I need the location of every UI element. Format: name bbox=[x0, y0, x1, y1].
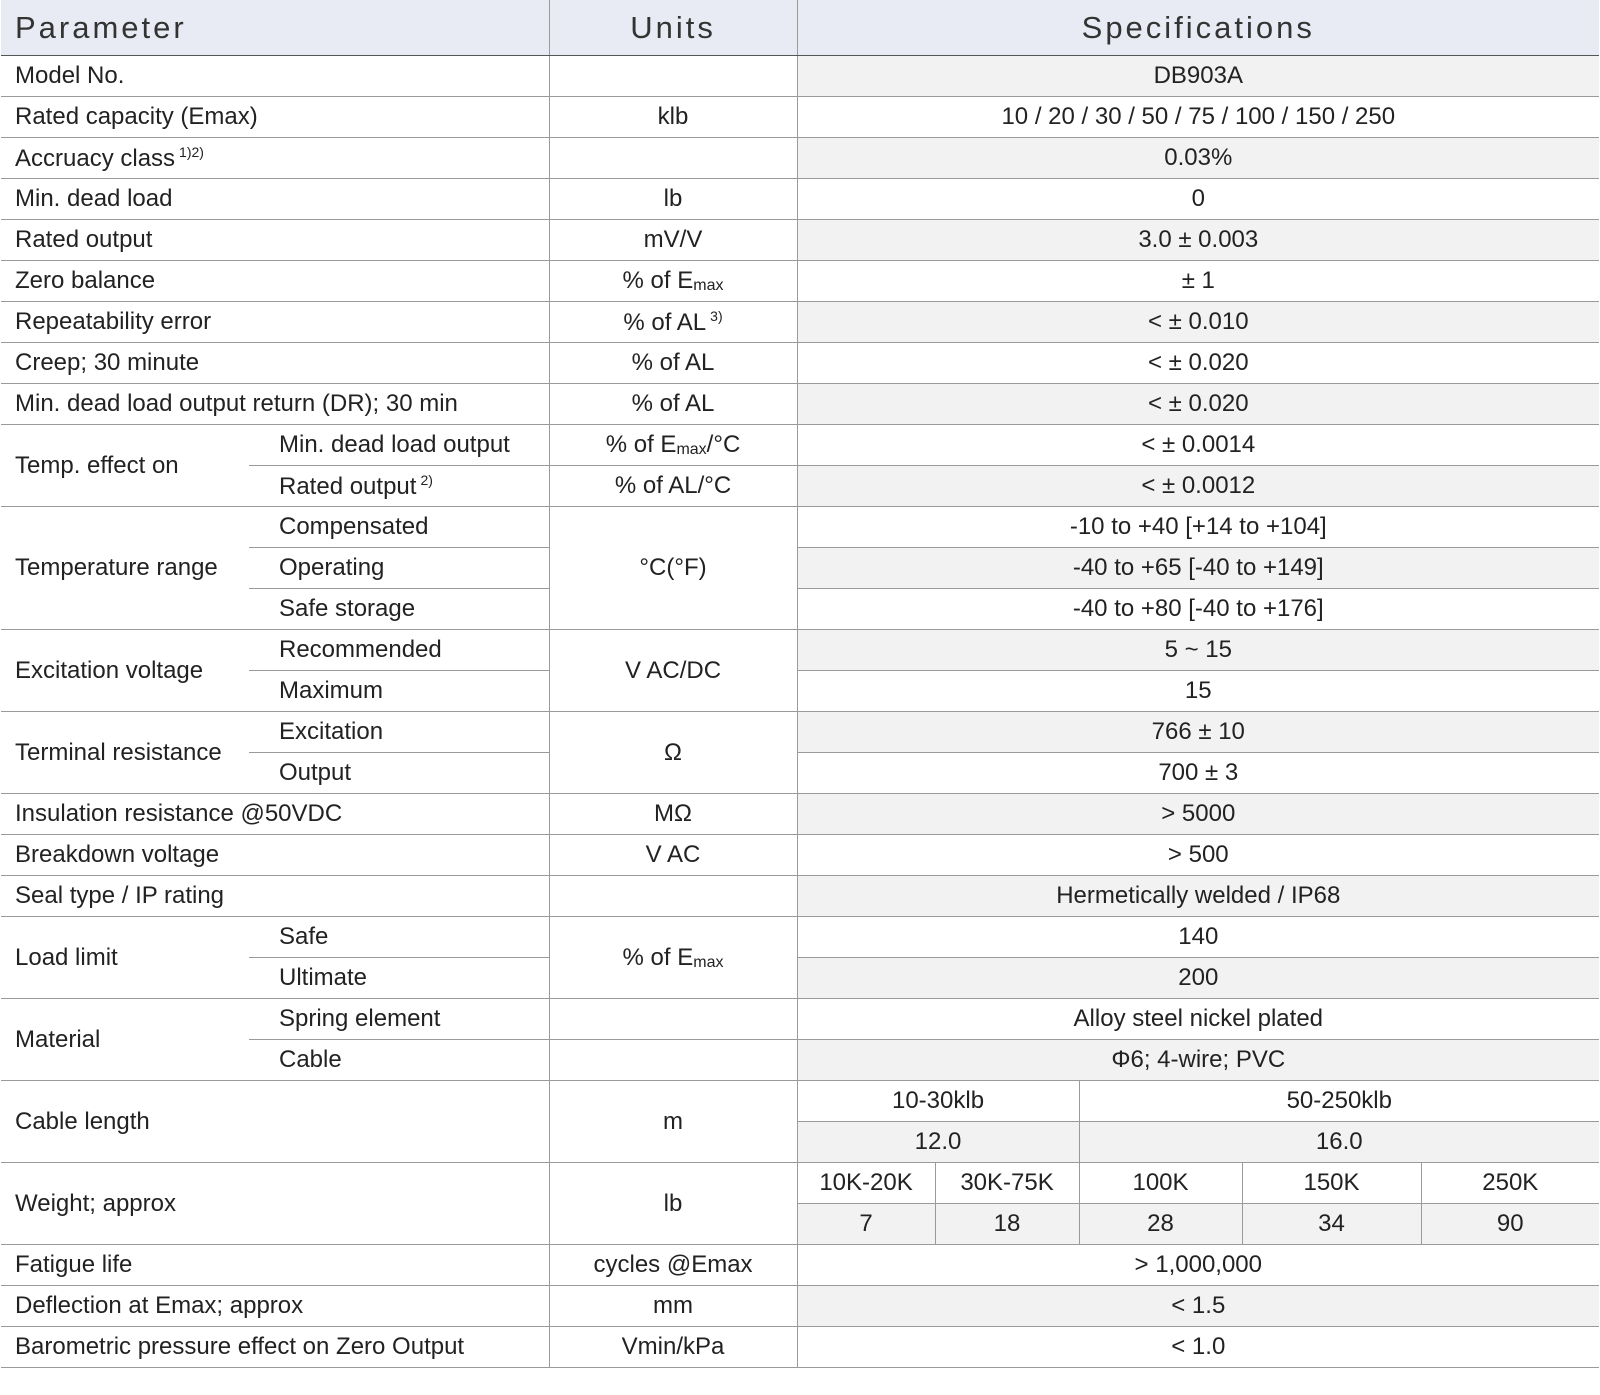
row-cable-length-1 bbox=[1, 1081, 1599, 1122]
spec-cell: 90 bbox=[1421, 1204, 1599, 1245]
header-units: Units bbox=[549, 0, 797, 56]
sub-param-cell: Operating bbox=[249, 548, 549, 589]
spec-cell: 12.0 bbox=[797, 1122, 1079, 1163]
spec-cell: 5 ~ 15 bbox=[797, 630, 1599, 671]
param-cell: Rated output bbox=[1, 220, 549, 261]
spec-cell: < 1.5 bbox=[797, 1286, 1599, 1327]
group-header-cell: 10K-20K bbox=[797, 1163, 935, 1204]
sub-param-label: Rated output bbox=[279, 472, 417, 500]
header-row bbox=[1, 0, 1599, 56]
row-insulation bbox=[1, 794, 1599, 835]
row-material-1 bbox=[1, 999, 1599, 1040]
unit-cell: % of AL bbox=[549, 343, 797, 384]
row-rated-capacity bbox=[1, 97, 1599, 138]
unit-cell: Ω bbox=[549, 712, 797, 794]
spec-cell: > 5000 bbox=[797, 794, 1599, 835]
unit-subscript: max bbox=[693, 277, 724, 294]
param-cell: Insulation resistance @50VDC bbox=[1, 794, 549, 835]
param-group-cell: Material bbox=[1, 999, 249, 1081]
row-accuracy-class bbox=[1, 138, 1599, 179]
param-cell: Zero balance bbox=[1, 261, 549, 302]
spec-cell: DB903A bbox=[797, 56, 1599, 97]
row-terminal-1 bbox=[1, 712, 1599, 753]
unit-cell bbox=[549, 999, 797, 1040]
unit-cell: % of AL bbox=[549, 384, 797, 425]
spec-cell: 0 bbox=[797, 179, 1599, 220]
unit-cell: klb bbox=[549, 97, 797, 138]
sub-param-cell: Excitation bbox=[249, 712, 549, 753]
spec-cell: > 500 bbox=[797, 835, 1599, 876]
row-fatigue bbox=[1, 1245, 1599, 1286]
footnote-ref: 1)2) bbox=[179, 143, 204, 160]
unit-text: % of AL bbox=[623, 308, 707, 336]
spec-cell: < ± 0.0012 bbox=[797, 466, 1599, 507]
unit-cell: m bbox=[549, 1081, 797, 1163]
row-temp-range-1 bbox=[1, 507, 1599, 548]
unit-cell: V AC/DC bbox=[549, 630, 797, 712]
footnote-ref: 3) bbox=[710, 307, 723, 324]
spec-cell: 3.0 ± 0.003 bbox=[797, 220, 1599, 261]
sub-param-cell: Cable bbox=[249, 1040, 549, 1081]
spec-cell: -10 to +40 [+14 to +104] bbox=[797, 507, 1599, 548]
unit-suffix: /°C bbox=[706, 431, 741, 458]
param-group-cell: Excitation voltage bbox=[1, 630, 249, 712]
footnote-ref: 2) bbox=[420, 471, 433, 488]
row-excitation-1 bbox=[1, 630, 1599, 671]
group-header-cell: 50-250klb bbox=[1079, 1081, 1599, 1122]
unit-text: % of E bbox=[605, 431, 677, 458]
spec-cell: 16.0 bbox=[1079, 1122, 1599, 1163]
unit-cell: °C(°F) bbox=[549, 507, 797, 630]
param-cell: Weight; approx bbox=[1, 1163, 549, 1245]
spec-cell: 7 bbox=[797, 1204, 935, 1245]
param-cell: Fatigue life bbox=[1, 1245, 549, 1286]
row-load-limit-1 bbox=[1, 917, 1599, 958]
group-header-cell: 100K bbox=[1079, 1163, 1242, 1204]
row-creep bbox=[1, 343, 1599, 384]
spec-cell: Alloy steel nickel plated bbox=[797, 999, 1599, 1040]
row-repeatability bbox=[1, 302, 1599, 343]
param-cell: Deflection at Emax; approx bbox=[1, 1286, 549, 1327]
unit-cell: lb bbox=[549, 179, 797, 220]
spec-cell: 18 bbox=[935, 1204, 1079, 1245]
unit-cell: mV/V bbox=[549, 220, 797, 261]
unit-cell bbox=[549, 302, 797, 343]
unit-cell: V AC bbox=[549, 835, 797, 876]
param-cell: Model No. bbox=[1, 56, 549, 97]
param-cell: Creep; 30 minute bbox=[1, 343, 549, 384]
param-cell: Min. dead load bbox=[1, 179, 549, 220]
spec-cell: < ± 0.020 bbox=[797, 343, 1599, 384]
sub-param-cell: Compensated bbox=[249, 507, 549, 548]
spec-cell: < ± 0.0014 bbox=[797, 425, 1599, 466]
row-barometric bbox=[1, 1327, 1599, 1368]
unit-cell: Vmin/kPa bbox=[549, 1327, 797, 1368]
unit-cell bbox=[549, 56, 797, 97]
param-cell bbox=[1, 138, 549, 179]
unit-cell bbox=[549, 425, 797, 466]
param-cell: Barometric pressure effect on Zero Output bbox=[1, 1327, 549, 1368]
row-deflection bbox=[1, 1286, 1599, 1327]
unit-cell bbox=[549, 917, 797, 999]
row-zero-balance bbox=[1, 261, 1599, 302]
spec-cell: -40 to +80 [-40 to +176] bbox=[797, 589, 1599, 630]
param-group-cell: Temperature range bbox=[1, 507, 249, 630]
sub-param-cell: Safe bbox=[249, 917, 549, 958]
param-group-cell: Load limit bbox=[1, 917, 249, 999]
spec-cell: 140 bbox=[797, 917, 1599, 958]
sub-param-cell: Spring element bbox=[249, 999, 549, 1040]
group-header-cell: 10-30klb bbox=[797, 1081, 1079, 1122]
param-cell: Cable length bbox=[1, 1081, 549, 1163]
unit-text: % of E bbox=[622, 267, 694, 294]
row-rated-output bbox=[1, 220, 1599, 261]
unit-cell: lb bbox=[549, 1163, 797, 1245]
sub-param-cell: Ultimate bbox=[249, 958, 549, 999]
unit-cell bbox=[549, 876, 797, 917]
row-temp-effect-1 bbox=[1, 425, 1599, 466]
unit-subscript: max bbox=[676, 441, 707, 458]
unit-text: % of E bbox=[622, 943, 694, 971]
unit-cell: cycles @Emax bbox=[549, 1245, 797, 1286]
sub-param-cell: Recommended bbox=[249, 630, 549, 671]
param-cell: Min. dead load output return (DR); 30 min bbox=[1, 384, 549, 425]
sub-param-cell: Min. dead load output bbox=[249, 425, 549, 466]
header-parameter: Parameter bbox=[1, 0, 549, 56]
spec-cell: 28 bbox=[1079, 1204, 1242, 1245]
unit-cell bbox=[549, 138, 797, 179]
group-header-cell: 150K bbox=[1242, 1163, 1421, 1204]
spec-cell: 766 ± 10 bbox=[797, 712, 1599, 753]
spec-cell: ± 1 bbox=[797, 261, 1599, 302]
spec-cell: Φ6; 4-wire; PVC bbox=[797, 1040, 1599, 1081]
unit-subscript: max bbox=[693, 953, 724, 971]
unit-cell: mm bbox=[549, 1286, 797, 1327]
row-weight-1 bbox=[1, 1163, 1599, 1204]
group-header-cell: 30K-75K bbox=[935, 1163, 1079, 1204]
param-group-cell: Temp. effect on bbox=[1, 425, 249, 507]
spec-cell: 0.03% bbox=[797, 138, 1599, 179]
row-model-no bbox=[1, 56, 1599, 97]
spec-cell: > 1,000,000 bbox=[797, 1245, 1599, 1286]
row-breakdown bbox=[1, 835, 1599, 876]
group-header-cell: 250K bbox=[1421, 1163, 1599, 1204]
sub-param-cell: Output bbox=[249, 753, 549, 794]
sub-param-cell bbox=[249, 466, 549, 507]
spec-cell: Hermetically welded / IP68 bbox=[797, 876, 1599, 917]
spec-cell: 34 bbox=[1242, 1204, 1421, 1245]
spec-cell: < ± 0.010 bbox=[797, 302, 1599, 343]
spec-cell: < ± 0.020 bbox=[797, 384, 1599, 425]
sub-param-cell: Safe storage bbox=[249, 589, 549, 630]
row-min-dead-load bbox=[1, 179, 1599, 220]
unit-cell: % of AL/°C bbox=[549, 466, 797, 507]
spec-cell: -40 to +65 [-40 to +149] bbox=[797, 548, 1599, 589]
specification-table bbox=[1, 0, 1599, 1368]
sub-param-cell: Maximum bbox=[249, 671, 549, 712]
header-specifications: Specifications bbox=[797, 0, 1599, 56]
param-group-cell: Terminal resistance bbox=[1, 712, 249, 794]
param-cell: Seal type / IP rating bbox=[1, 876, 549, 917]
spec-cell: < 1.0 bbox=[797, 1327, 1599, 1368]
unit-cell: MΩ bbox=[549, 794, 797, 835]
spec-cell: 200 bbox=[797, 958, 1599, 999]
spec-cell: 700 ± 3 bbox=[797, 753, 1599, 794]
spec-cell: 10 / 20 / 30 / 50 / 75 / 100 / 150 / 250 bbox=[797, 97, 1599, 138]
unit-cell bbox=[549, 1040, 797, 1081]
row-seal bbox=[1, 876, 1599, 917]
param-label: Accruacy class bbox=[15, 144, 176, 172]
unit-cell bbox=[549, 261, 797, 302]
row-dead-load-return bbox=[1, 384, 1599, 425]
param-cell: Rated capacity (Emax) bbox=[1, 97, 549, 138]
param-cell: Repeatability error bbox=[1, 302, 549, 343]
spec-cell: 15 bbox=[797, 671, 1599, 712]
param-cell: Breakdown voltage bbox=[1, 835, 549, 876]
